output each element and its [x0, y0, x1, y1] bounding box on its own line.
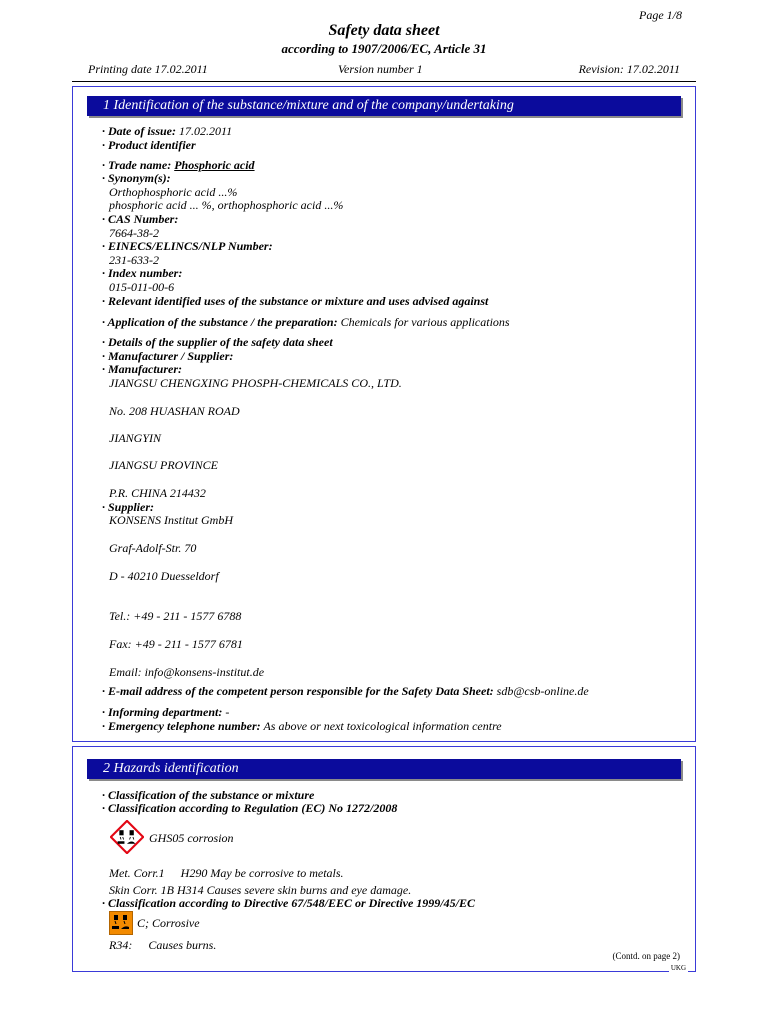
- classification-heading: · Classification of the substance or mixture: [102, 788, 315, 802]
- manufacturer-country: P.R. CHINA 214432: [109, 486, 206, 500]
- c-corrosive-label: C; Corrosive: [137, 916, 200, 930]
- synonym-1: Orthophosphoric acid ...%: [109, 185, 238, 199]
- manufacturer-name: JIANGSU CHENGXING PHOSPH-CHEMICALS CO., LTD.: [109, 376, 402, 390]
- relevant-uses: · Relevant identified uses of the substance or mixture and uses advised against: [102, 294, 489, 308]
- document-subtitle: according to 1907/2006/EC, Article 31: [281, 41, 487, 56]
- index-value: 015-011-00-6: [109, 280, 175, 294]
- emergency-telephone: · Emergency telephone number: As above or next toxicological information centre: [102, 719, 502, 733]
- product-identifier: · Product identifier: [102, 138, 196, 152]
- cas-label: · CAS Number:: [102, 212, 179, 226]
- informing-department: · Informing department: -: [102, 705, 230, 719]
- classification-directive: · Classification according to Directive 67/548/EEC or Directive 1999/45/EC: [102, 896, 475, 910]
- supplier-fax: Fax: +49 - 211 - 1577 6781: [109, 637, 243, 651]
- document-title: Safety data sheet: [328, 22, 440, 39]
- section-2-heading: 2 Hazards identification: [87, 759, 681, 779]
- supplier-details: · Details of the supplier of the safety data sheet: [102, 335, 333, 349]
- ghs05-corrosion-icon: [110, 820, 144, 854]
- competent-email-link[interactable]: sdb@csb-online.de: [496, 684, 589, 698]
- application: · Application of the substance / the preparation: Chemicals for various applications: [102, 315, 510, 329]
- date-of-issue: · Date of issue: 17.02.2011: [102, 124, 233, 138]
- supplier-street: Graf-Adolf-Str. 70: [109, 541, 197, 555]
- einecs-value: 231-633-2: [109, 253, 159, 267]
- header-rule: [72, 81, 696, 82]
- corrosive-symbol-icon: [109, 911, 133, 935]
- r34-phrase: R34: Causes burns.: [109, 938, 217, 952]
- met-corr-class: Met. Corr.1 H290 May be corrosive to metals.: [109, 866, 344, 880]
- manufacturer-label: · Manufacturer:: [102, 362, 183, 376]
- page-number: Page 1/8: [639, 8, 682, 22]
- classification-1272: · Classification according to Regulation (EC) No 1272/2008: [102, 801, 398, 815]
- printing-date: Printing date 17.02.2011: [88, 62, 208, 76]
- section-1-heading: 1 Identification of the substance/mixture and of the company/undertaking: [87, 96, 681, 116]
- manufacturer-city: JIANGYIN: [109, 431, 161, 445]
- einecs-label: · EINECS/ELINCS/NLP Number:: [102, 239, 273, 253]
- trade-name: · Trade name: Phosphoric acid: [102, 158, 255, 172]
- competent-person-email: · E-mail address of the competent person responsible for the Safety Data Sheet: sdb@csb-online.de: [102, 684, 589, 698]
- synonym-2: phosphoric acid ... %, orthophosphoric acid ...%: [109, 198, 344, 212]
- version-number: Version number 1: [338, 62, 423, 76]
- footer-code: UKG: [670, 964, 686, 972]
- supplier-city: D - 40210 Duesseldorf: [109, 569, 219, 583]
- supplier-name: KONSENS Institut GmbH: [109, 513, 234, 527]
- cas-value: 7664-38-2: [109, 226, 159, 240]
- revision-date: Revision: 17.02.2011: [578, 62, 680, 76]
- skin-corr-class: Skin Corr. 1B H314 Causes severe skin burns and eye damage.: [109, 883, 412, 897]
- supplier-tel: Tel.: +49 - 211 - 1577 6788: [109, 609, 242, 623]
- manufacturer-province: JIANGSU PROVINCE: [109, 458, 218, 472]
- ghs05-label: GHS05 corrosion: [149, 831, 234, 845]
- manufacturer-street: No. 208 HUASHAN ROAD: [109, 404, 240, 418]
- supplier-email[interactable]: Email: info@konsens-institut.de: [109, 665, 265, 679]
- continued-note: (Contd. on page 2): [612, 951, 680, 961]
- synonyms-label: · Synonym(s):: [102, 171, 171, 185]
- index-label: · Index number:: [102, 266, 183, 280]
- manufacturer-supplier: · Manufacturer / Supplier:: [102, 349, 234, 363]
- supplier-label: · Supplier:: [102, 500, 155, 514]
